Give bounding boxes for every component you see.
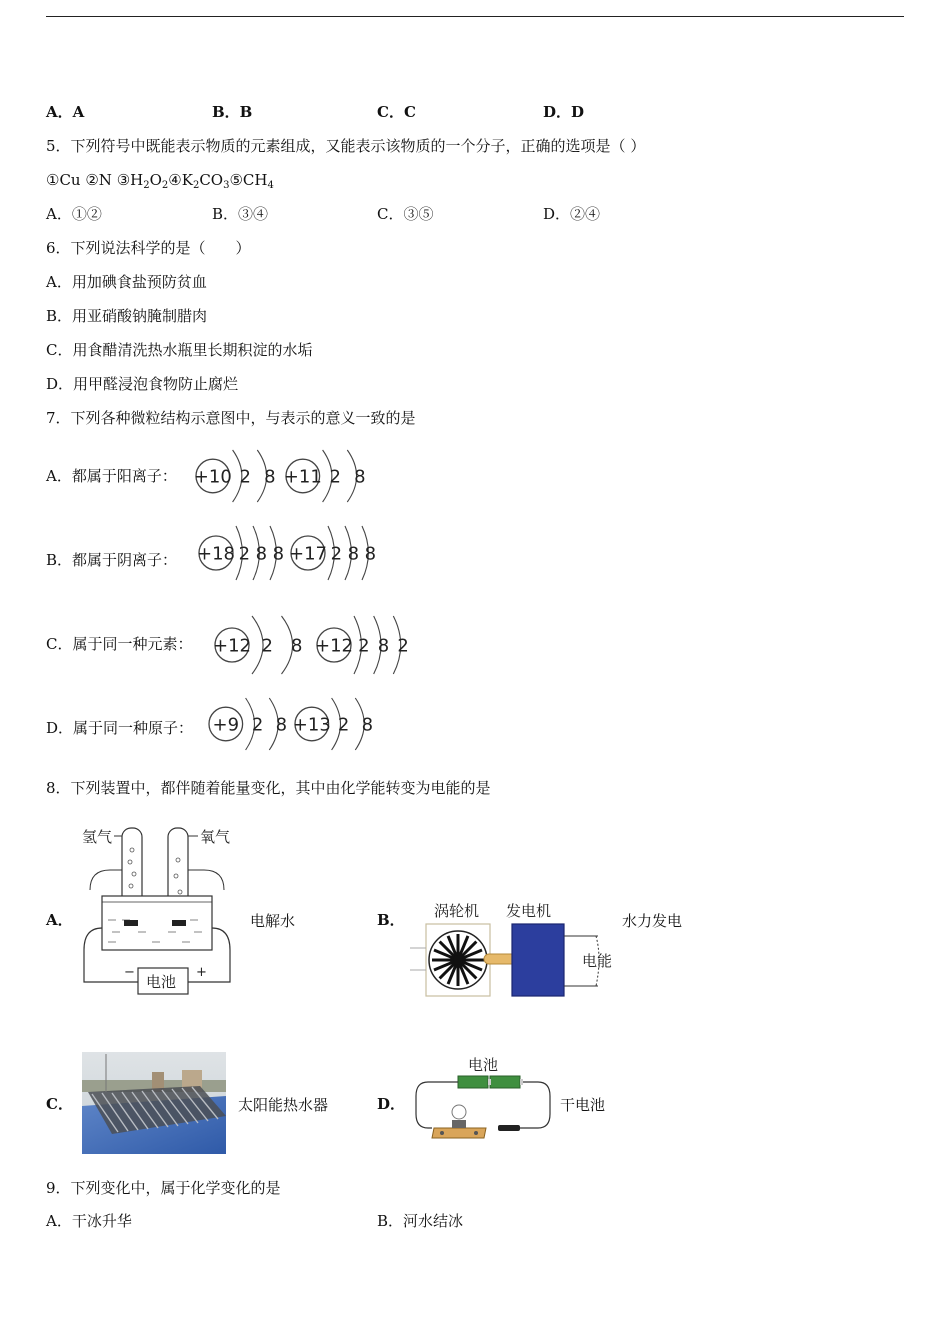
- nucleus-charge: +12: [213, 635, 251, 657]
- atom-diagram-c2: [314, 614, 414, 676]
- q4-option-d: D．D: [543, 103, 585, 121]
- shell-electron-count: 2: [330, 543, 343, 565]
- q5-symbols: ①Cu ②N $③H_2O_2④K_2CO_3⑤CH_4$: [46, 171, 274, 191]
- shell-electron-count: 2: [358, 635, 370, 657]
- turbine-label: 涡轮机: [434, 902, 480, 920]
- nucleus-charge: +11: [283, 466, 322, 488]
- shell-electron-count: 2: [329, 466, 341, 488]
- q7-option-d: D．属于同一种原子：: [46, 719, 194, 737]
- q6-stem: 6．下列说法科学的是（ ）: [46, 239, 251, 257]
- q7-option-b: B．都属于阴离子：: [46, 551, 178, 569]
- q8-option-d-caption: 干电池: [560, 1096, 606, 1114]
- q8-option-a-caption: 电解水: [250, 912, 296, 930]
- shell-electron-count: 2: [337, 714, 350, 736]
- solar-heater-photo: [82, 1052, 226, 1154]
- shell-electron-count: 8: [272, 543, 285, 565]
- q7-option-c: C．属于同一种元素：: [46, 635, 193, 653]
- q6-option-c: C．用食醋清洗热水瓶里长期积淀的水垢: [46, 341, 313, 359]
- q4-option-b: B．B: [212, 103, 253, 121]
- minus-sign: −: [124, 965, 135, 980]
- atom-diagram-d2: [292, 696, 380, 752]
- header-rule: [46, 16, 904, 17]
- nucleus-charge: +17: [289, 543, 327, 565]
- shell-electron-count: 8: [361, 714, 374, 736]
- q9-option-a: A．干冰升华: [46, 1212, 132, 1230]
- q7-stem: 7．下列各种微粒结构示意图中，与表示的意义一致的是: [46, 409, 416, 427]
- q8-option-c-caption: 太阳能热水器: [238, 1096, 329, 1114]
- atom-diagram-a1: [193, 448, 283, 504]
- atom-diagram-a2: [283, 448, 373, 504]
- q7-option-a: A．都属于阳离子：: [46, 467, 177, 485]
- shell-electron-count: 8: [377, 635, 390, 657]
- electrolysis-figure: [78, 820, 238, 1000]
- battery-label: 电池: [146, 973, 177, 991]
- atom-diagram-b2: [288, 524, 380, 582]
- atom-diagram-b1: [196, 524, 288, 582]
- atom-diagram-d1: [206, 696, 294, 752]
- generator-label: 发电机: [506, 902, 552, 920]
- shell-electron-count: 8: [290, 635, 303, 657]
- q6-option-a: A．用加碘食盐预防贫血: [46, 273, 207, 291]
- q8-option-d-label: D．: [377, 1095, 406, 1113]
- nucleus-charge: +9: [212, 714, 240, 736]
- nucleus-charge: +18: [197, 543, 235, 565]
- dry-cell-circuit-figure: [412, 1050, 554, 1150]
- hydropower-figure: [406, 898, 616, 1000]
- shell-electron-count: 8: [275, 714, 288, 736]
- shell-electron-count: 2: [397, 635, 409, 657]
- oxygen-label: 氧气: [200, 828, 231, 846]
- electric-energy-label: 电能: [582, 952, 613, 970]
- shell-electron-count: 8: [255, 543, 268, 565]
- q9-option-b: B．河水结冰: [377, 1212, 464, 1230]
- nucleus-charge: +13: [292, 714, 331, 736]
- atom-diagram-c1: [212, 614, 312, 676]
- hydrogen-label: 氢气: [82, 828, 113, 846]
- q6-option-d: D．用甲醛浸泡食物防止腐烂: [46, 375, 239, 393]
- plus-sign: +: [196, 965, 207, 980]
- q6-option-b: B．用亚硝酸钠腌制腊肉: [46, 307, 208, 325]
- q5-option-d: D．②④: [543, 205, 601, 223]
- shell-electron-count: 2: [238, 543, 251, 565]
- q5-stem: 5．下列符号中既能表示物质的元素组成，又能表示该物质的一个分子，正确的选项是（ ）: [46, 137, 646, 155]
- nucleus-charge: +10: [193, 466, 232, 488]
- dry-cell-battery-label: 电池: [468, 1056, 499, 1074]
- nucleus-charge: +12: [315, 635, 353, 657]
- q8-option-b-caption: 水力发电: [622, 912, 683, 930]
- shell-electron-count: 8: [264, 466, 276, 488]
- shell-electron-count: 2: [261, 635, 273, 657]
- q5-option-a: A．①②: [46, 205, 102, 223]
- q4-option-c: C．C: [377, 103, 416, 121]
- q8-option-c-label: C．: [46, 1095, 73, 1113]
- q8-option-b-label: B．: [377, 911, 405, 929]
- q8-stem: 8．下列装置中，都伴随着能量变化，其中由化学能转变为电能的是: [46, 779, 491, 797]
- shell-electron-count: 2: [251, 714, 264, 736]
- q4-option-a: A．A: [46, 103, 85, 121]
- q8-option-a-label: A．: [46, 911, 73, 929]
- shell-electron-count: 8: [364, 543, 377, 565]
- q5-option-c: C．③⑤: [377, 205, 434, 223]
- shell-electron-count: 8: [354, 466, 366, 488]
- shell-electron-count: 2: [239, 466, 251, 488]
- shell-electron-count: 8: [347, 543, 360, 565]
- q5-option-b: B．③④: [212, 205, 269, 223]
- q9-stem: 9．下列变化中，属于化学变化的是: [46, 1179, 281, 1197]
